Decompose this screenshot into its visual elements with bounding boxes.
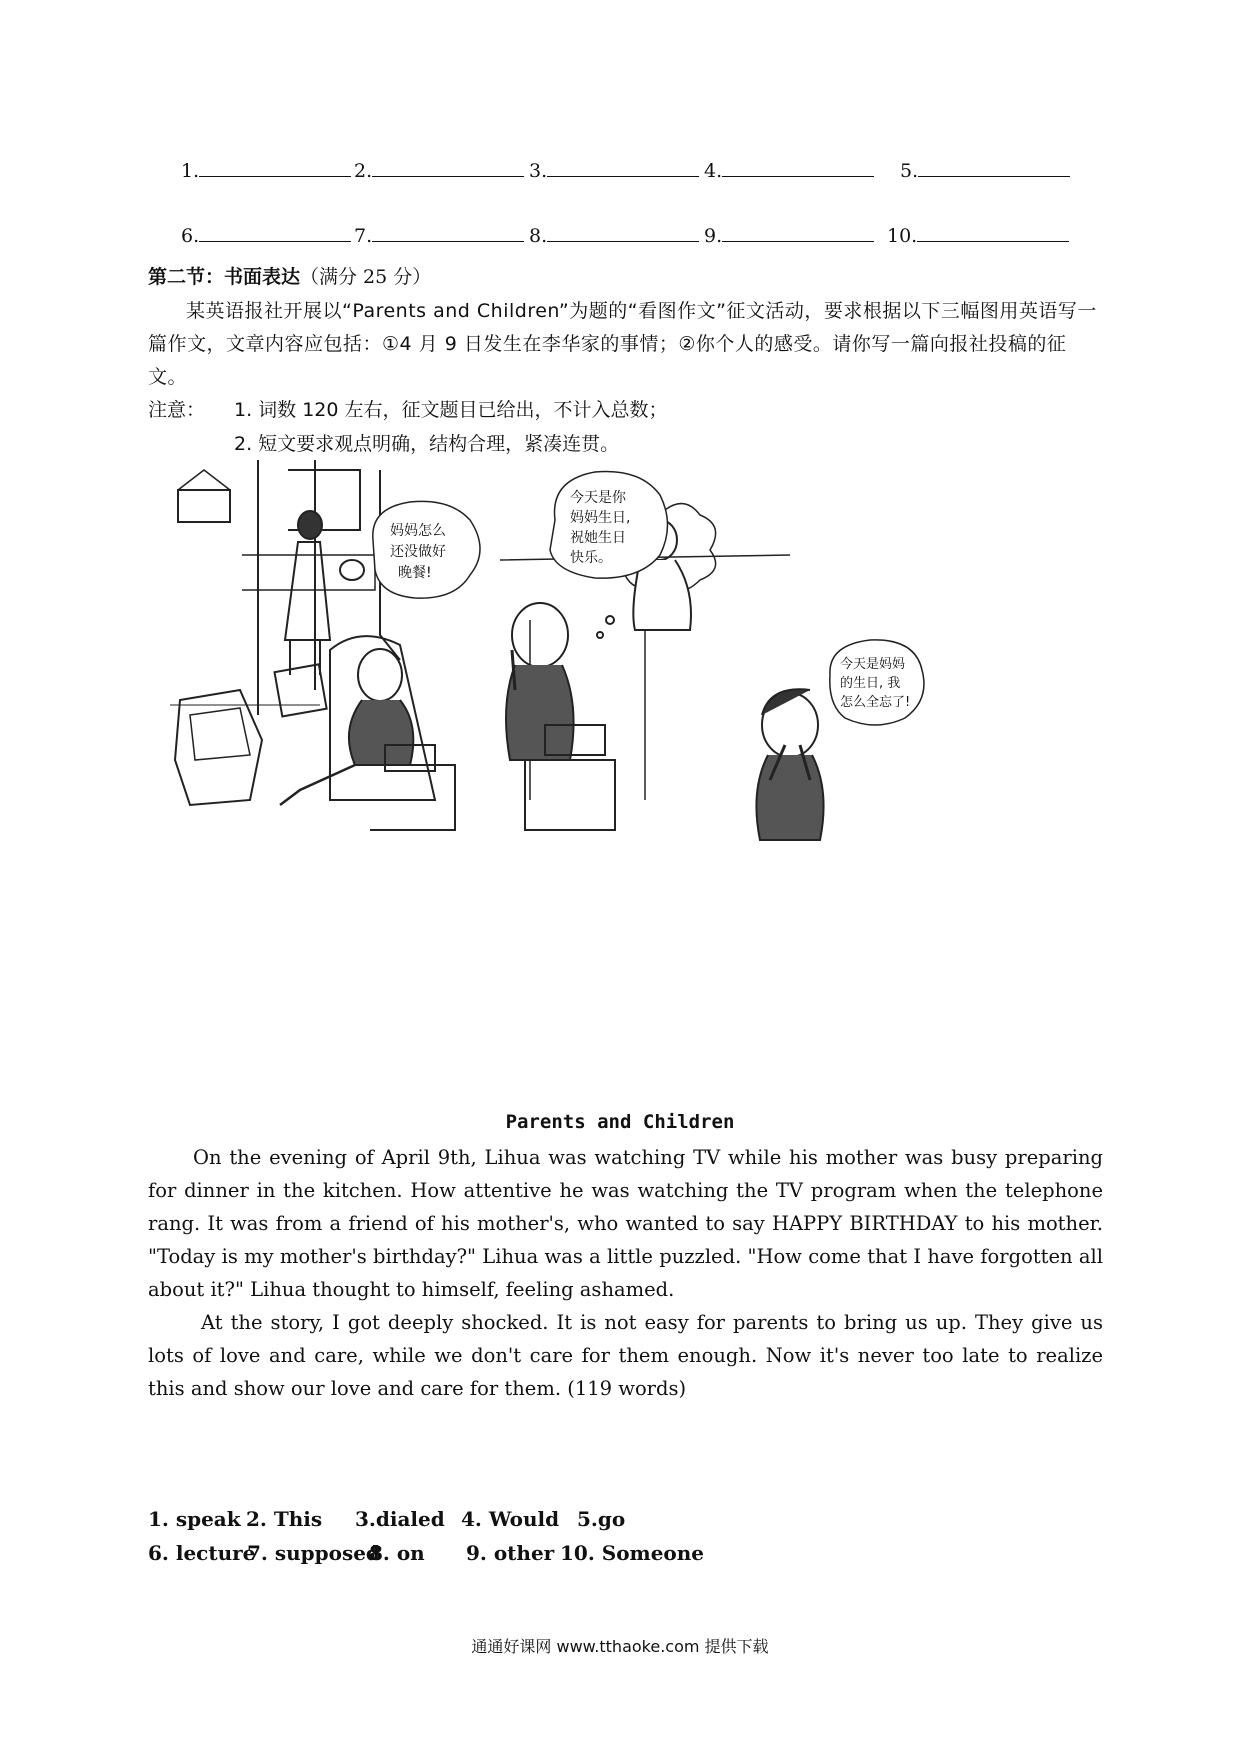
- blank-5[interactable]: 5.: [900, 156, 1070, 182]
- bubble-1-line-3: 晚餐!: [398, 565, 432, 581]
- answer-2: 2. This: [246, 1507, 323, 1531]
- answer-9: 9. other: [466, 1541, 555, 1565]
- bubble-3-line-2: 的生日, 我: [840, 676, 901, 691]
- answer-6: 6. lecture: [148, 1541, 256, 1565]
- bubble-1-line-2: 还没做好: [390, 544, 446, 560]
- essay-paragraph-1: On the evening of April 9th, Lihua was watching TV while his mother was busy preparing for dinner in the kitchen. How attentive he was watching the TV program when the telephone rang. It was from a friend of his mother's, who wanted to say HAPPY BIRTHDAY to his mother. "Today is my mother's birthday?" Lihua was a little puzzled. "How come that I have forgotten all about it?" Lihua thought to himself, feeling ashamed.: [148, 1146, 1103, 1301]
- blank-6[interactable]: 6.: [181, 221, 351, 247]
- blank-2[interactable]: 2.: [354, 156, 524, 182]
- blank-1[interactable]: 1.: [181, 156, 351, 182]
- answer-8: 8. on: [369, 1541, 425, 1565]
- bubble-3-line-1: 今天是妈妈: [840, 657, 906, 672]
- essay-paragraph-2: At the story, I got deeply shocked. It is not easy for parents to bring us up. They give us lots of love and care, while we don't care for them enough. Now it's never too late to realize this and show our love and care for them. (119 words): [148, 1311, 1103, 1400]
- answer-3: 3.dialed: [355, 1507, 445, 1531]
- blank-7[interactable]: 7.: [354, 221, 524, 247]
- blank-3[interactable]: 3.: [529, 156, 699, 182]
- bubble-1: [373, 501, 480, 598]
- note-2: 2. 短文要求观点明确，结构合理，紧凑连贯。: [234, 433, 620, 455]
- model-essay: [148, 1141, 1103, 1405]
- footer-credit: 通通好课网 www.tthaoke.com 提供下载: [471, 1637, 769, 1656]
- bubble-2-line-1: 今天是你: [570, 490, 626, 506]
- answer-key-row-2: [148, 1536, 848, 1570]
- panel-3-regret: [756, 689, 823, 840]
- answer-4: 4. Would: [461, 1507, 560, 1531]
- answer-10: 10. Someone: [560, 1541, 705, 1565]
- bubble-3-line-3: 怎么全忘了!: [840, 695, 911, 710]
- answer-5: 5.go: [577, 1507, 626, 1531]
- bubble-2-line-3: 祝她生日: [570, 530, 626, 546]
- section-score: （满分 25 分）: [300, 266, 432, 288]
- notes: [148, 393, 668, 461]
- blank-8[interactable]: 8.: [529, 221, 699, 247]
- bubble-1-line-1: 妈妈怎么: [390, 523, 446, 539]
- answer-blanks-row-1: [181, 156, 1081, 186]
- section-heading: 第二节：书面表达: [148, 266, 301, 288]
- answer-key: [148, 1502, 848, 1570]
- blank-9[interactable]: 9.: [704, 221, 874, 247]
- blank-4[interactable]: 4.: [704, 156, 874, 182]
- bubble-3: [830, 640, 924, 725]
- note-label: 注意：: [148, 399, 206, 421]
- bubble-2-line-2: 妈妈生日,: [570, 510, 631, 526]
- bubble-2: [550, 471, 668, 578]
- answer-blanks-row-2: [181, 221, 1081, 251]
- blank-10[interactable]: 10.: [887, 221, 1069, 247]
- essay-title: Parents and Children: [505, 1111, 735, 1133]
- bubble-2-line-4: 快乐。: [570, 550, 612, 566]
- answer-1: 1. speak: [148, 1507, 241, 1531]
- answer-7: 7. supposed: [247, 1541, 380, 1565]
- note-1: 1. 词数 120 左右，征文题目已给出，不计入总数；: [234, 399, 668, 421]
- writing-prompt: 某英语报社开展以“Parents and Children”为题的“看图作文”征文活动，要求根据以下三幅图用英语写一篇作文，文章内容应包括：①4 月 9 日发生在李华家的事情；②你个人的感受。请你写一篇向报社投稿的征文。: [148, 300, 1097, 388]
- comic-illustration: [170, 460, 1040, 940]
- answer-key-row-1: [148, 1502, 848, 1536]
- section-title: [148, 262, 431, 289]
